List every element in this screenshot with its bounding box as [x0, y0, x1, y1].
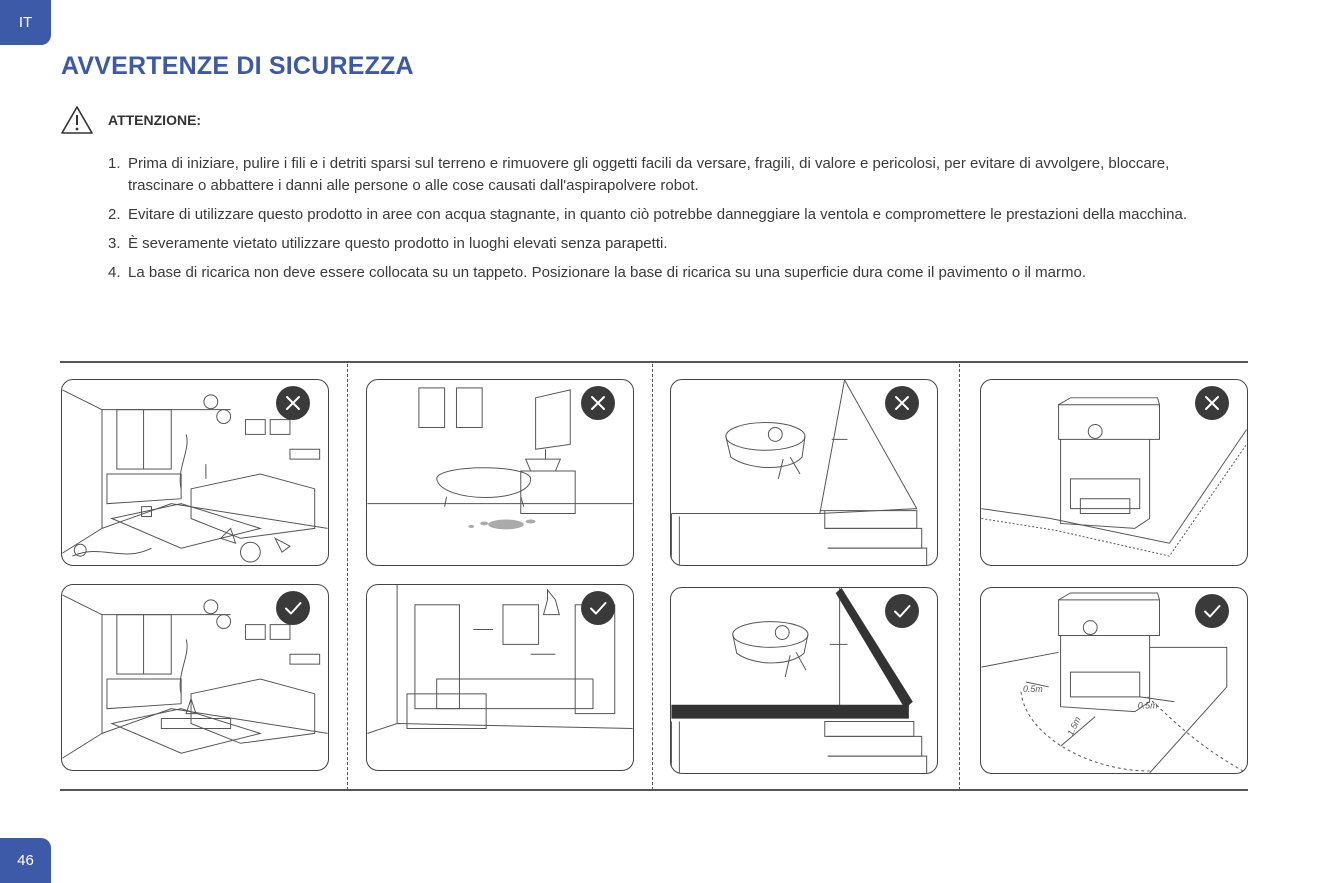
rule-text: La base di ricarica non deve essere collocata su un tappeto. Posizionare la base di ricarica su una superficie dura come il pavimento o il marmo. — [128, 264, 1087, 281]
correct-badge — [1195, 594, 1229, 628]
rule-number: 3. — [108, 235, 121, 252]
illustration-robot-on-platform-with-railing — [670, 587, 938, 774]
illustrations-bottom-rule — [60, 789, 1248, 791]
illustration-living-room-dry-floor — [366, 584, 634, 771]
cross-icon — [581, 386, 615, 420]
rule-number: 4. — [108, 264, 121, 281]
check-icon — [1195, 594, 1229, 628]
check-icon — [885, 594, 919, 628]
rule-text: Evitare di utilizzare questo prodotto in aree con acqua stagnante, in quanto ciò potrebbe danneggiare la ventola e compromettere le prestazioni della macchina. — [128, 206, 1187, 223]
rule-item — [108, 233, 1228, 255]
language-tab-label: IT — [18, 14, 33, 31]
page-number: 46 — [17, 852, 34, 869]
cross-icon — [885, 386, 919, 420]
wrong-badge — [1195, 386, 1229, 420]
illustration-dock-on-carpet — [980, 379, 1248, 566]
rule-number: 2. — [108, 206, 121, 223]
correct-badge — [581, 591, 615, 625]
illustrations-top-rule — [60, 361, 1248, 363]
rule-item — [108, 204, 1228, 226]
illustration-bathroom-water-puddle — [366, 379, 634, 566]
language-tab — [0, 0, 51, 45]
illustration-living-room-cluttered — [61, 379, 329, 566]
wrong-badge — [885, 386, 919, 420]
clearance-front-label: 1.5m — [1065, 715, 1083, 738]
clearance-left-label: 0.5m — [1022, 683, 1043, 694]
rule-text: È severamente vietato utilizzare questo prodotto in luoghi elevati senza parapetti. — [128, 235, 668, 252]
correct-badge — [276, 591, 310, 625]
illustration-dock-with-clearance — [980, 587, 1248, 774]
rule-text: Prima di iniziare, pulire i fili e i detriti sparsi sul terreno e rimuovere gli oggetti facili da versare, fragili, di valore e pericolosi, per evitare di avvolgere, bloccare, trascinare o abbattere i danni alle persone o alle cose causati dall'aspirapolvere robot. — [128, 155, 1170, 194]
illustration-robot-on-elevated-platform-without-railing — [670, 379, 938, 566]
page-title: AVVERTENZE DI SICUREZZA — [61, 52, 414, 80]
attention-heading — [60, 105, 201, 135]
column-divider — [652, 364, 653, 790]
warning-triangle-icon — [60, 105, 94, 135]
column-divider — [347, 364, 348, 790]
cross-icon — [276, 386, 310, 420]
page-number-tab — [0, 838, 51, 883]
illustration-living-room-tidy — [61, 584, 329, 771]
wrong-badge — [581, 386, 615, 420]
clearance-right-label: 0.5m — [1137, 700, 1158, 711]
safety-rules-list — [108, 153, 1228, 291]
correct-badge — [885, 594, 919, 628]
wrong-badge — [276, 386, 310, 420]
check-icon — [581, 591, 615, 625]
rule-item — [108, 262, 1228, 284]
attention-label: ATTENZIONE: — [108, 112, 202, 128]
rule-item — [108, 153, 1228, 197]
column-divider — [959, 364, 960, 790]
rule-number: 1. — [108, 155, 121, 172]
check-icon — [276, 591, 310, 625]
cross-icon — [1195, 386, 1229, 420]
